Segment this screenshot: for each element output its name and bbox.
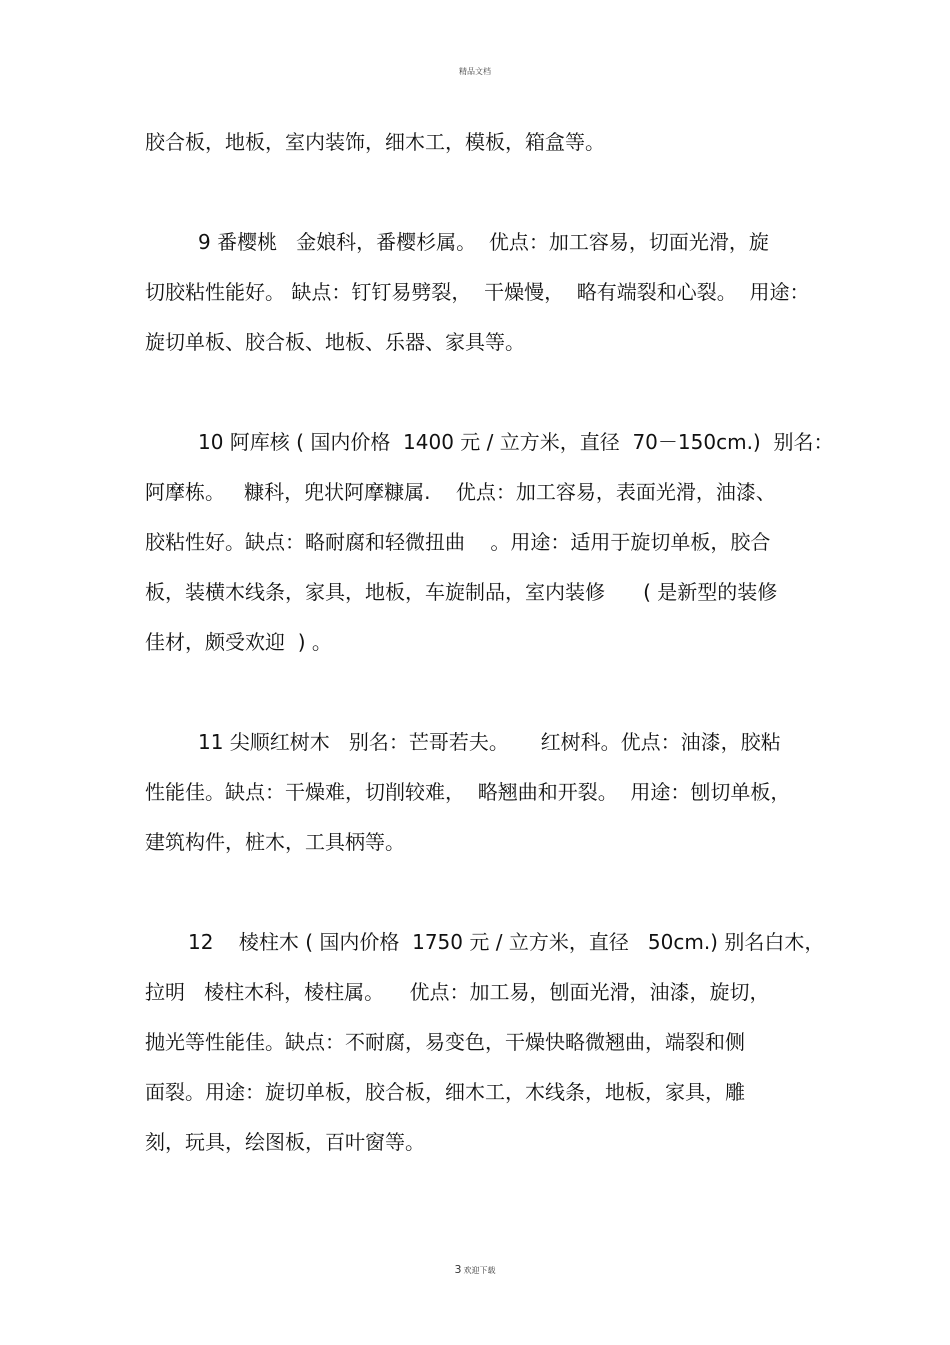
text-line: 建筑构件，桩木，工具柄等。 bbox=[145, 830, 405, 854]
text-line: 板，装横木线条，家具，地板，车旋制品，室内装修 ( 是新型的装修 bbox=[145, 580, 778, 604]
page-footer bbox=[0, 1258, 950, 1277]
text-line: 胶粘性好。缺点：略耐腐和轻微扭曲 。用途：适用于旋切单板，胶合 bbox=[145, 530, 771, 554]
text-line: 旋切单板、胶合板、地板、乐器、家具等。 bbox=[145, 330, 525, 354]
paragraph-11-line: 11 尖顺红树木 别名：芒哥若夫。 红树科。优点：油漆，胶粘 bbox=[198, 730, 781, 754]
page-header: 精品文档 bbox=[459, 67, 491, 76]
page-number: 3 bbox=[454, 1263, 462, 1276]
footer-text: 欢迎下载 bbox=[463, 1266, 496, 1275]
text-line: 阿摩栋。 糠科，兜状阿摩糠属. 优点：加工容易，表面光滑，油漆、 bbox=[145, 480, 776, 504]
text-line: 性能佳。缺点：干燥难，切削较难， 略翘曲和开裂。 用途：刨切单板， bbox=[145, 780, 791, 804]
paragraph-10-line: 10 阿库核 ( 国内价格 1400 元 / 立方米，直径 70－150cm.) 别名： bbox=[198, 430, 834, 454]
text-line: 面裂。用途：旋切单板，胶合板，细木工，木线条，地板，家具，雕 bbox=[145, 1080, 745, 1104]
text-line: 拉明 棱柱木科，棱柱属。 优点：加工易，刨面光滑，油漆，旋切， bbox=[145, 980, 770, 1004]
paragraph-12-line: 12 棱柱木 ( 国内价格 1750 元 / 立方米，直径 50cm.) 别名白木， bbox=[188, 930, 825, 954]
text-line: 抛光等性能佳。缺点：不耐腐，易变色，干燥快略微翘曲，端裂和侧 bbox=[145, 1030, 745, 1054]
text-line: 刻，玩具，绘图板，百叶窗等。 bbox=[145, 1130, 425, 1154]
text-line: 切胶粘性能好。 缺点：钉钉易劈裂， 干燥慢， 略有端裂和心裂。 用途： bbox=[145, 280, 810, 304]
text-line: 佳材，颇受欢迎 ) 。 bbox=[145, 630, 332, 654]
text-line: 胶合板，地板，室内装饰，细木工，模板，箱盒等。 bbox=[145, 130, 605, 154]
paragraph-9-line: 9 番樱桃 金娘科，番樱杉属。 优点：加工容易，切面光滑，旋 bbox=[198, 230, 769, 254]
